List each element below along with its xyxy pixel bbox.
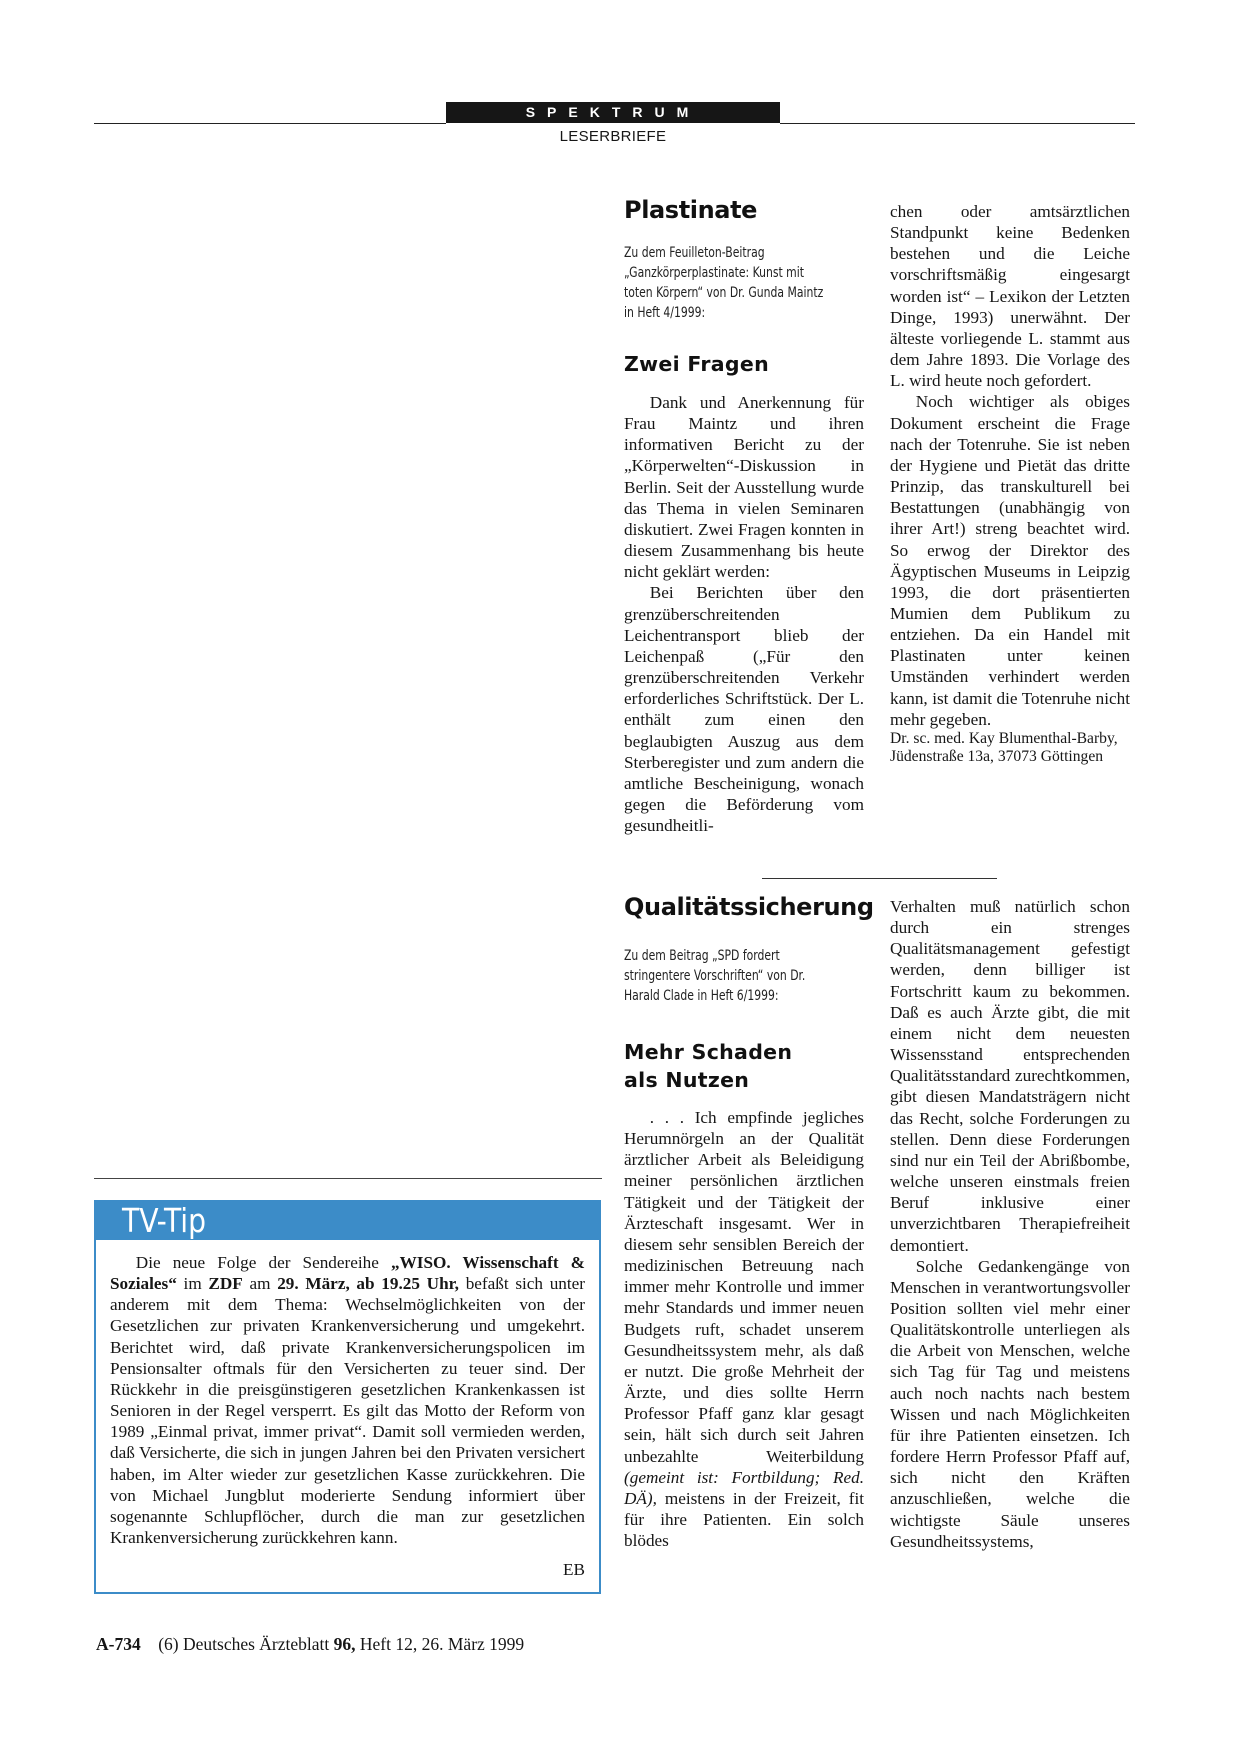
header-rule-left bbox=[94, 123, 446, 124]
show-name: „WISO. Wissenschaft & Soziales“ bbox=[110, 1253, 585, 1294]
article1-column-1 bbox=[624, 392, 864, 836]
article2-column-2 bbox=[890, 896, 1130, 1552]
body-text: befaßt sich unter anderem mit dem Thema: Wechselmöglichkeiten von der Gesetzlichen zur privaten Krankenversicherung und umgekehrt. Berichtet wird, daß private Krankenversicherungspolicen im Pensionsalter oftmals für den Versicherten zu teuer sind. Der Rückkehr in die preisgünstigeren gesetzlichen Krankenkassen ist Senioren in der Regel versperrt. Es gilt das Motto der Reform von 1989 „Einmal privat, immer privat“. Damit soll vermieden werden, daß Versicherte, die sich in jungen Jahren bei den Privaten versichert haben, im Alter wieder zur gesetzlichen Kasse zurückkehren. Die von Michael Jungblut moderierte Sendung informiert über sogenannte Schlupflöcher, durch die man zur gesetzlichen Krankenversicherung zurückkehren kann. bbox=[110, 1274, 586, 1548]
section-label: SPEKTRUM bbox=[446, 102, 780, 123]
tv-tip-title: TV-Tip bbox=[122, 1201, 206, 1240]
channel: ZDF bbox=[208, 1274, 243, 1294]
subtitle-line: Mehr Schaden bbox=[624, 1040, 793, 1064]
article-title-plastinate: Plastinate bbox=[624, 196, 758, 224]
tv-tip-header bbox=[96, 1202, 599, 1240]
volume-number: 96, bbox=[333, 1634, 356, 1654]
header-rule-right bbox=[780, 123, 1135, 124]
body-text: Die neue Folge der Sendereihe bbox=[135, 1253, 379, 1272]
article-title-qualitaetssicherung: Qualitätssicherung bbox=[624, 893, 874, 921]
tv-tip-signature: EB bbox=[563, 1560, 585, 1579]
paragraph: Solche Gedankengänge von Menschen in verantwortungsvoller Position sollten viel mehr einer Qualitätskontrolle unterliegen als die Arbeit von Menschen, welche sich Tag für Tag und meistens auch noch nachts nach bestem Wissen und nach Möglichkeiten für ihre Patienten einsetzen. Ich fordere Herrn Professor Pfaff auf, sich nicht den Kräften anzuschließen, welche die wichtigste Säule unseres Gesundheitssystems, bbox=[890, 1256, 1130, 1551]
paragraph bbox=[624, 1107, 864, 1551]
tv-tip-text bbox=[110, 1252, 585, 1548]
issue-prefix: (6) Deutsches Ärzteblatt bbox=[158, 1634, 330, 1654]
letter-subtitle: Zwei Fragen bbox=[624, 352, 769, 376]
paragraph: Bei Berichten über den grenzüberschreitenden Leichentransport blieb der Leichenpaß („Für den grenzüberschreitenden Verkehr erforderliches Schriftstück. Der L. enthält zum einen den beglaubigten Auszug aus dem Sterberegister und zum andern die amtliche Bescheinigung, wonach gegen die Beförderung vom gesundheitli- bbox=[624, 583, 864, 836]
page-footer bbox=[96, 1634, 524, 1655]
subtitle-line: als Nutzen bbox=[624, 1068, 750, 1092]
article-divider bbox=[762, 878, 997, 879]
broadcast-date: 29. März, ab 19.25 Uhr, bbox=[277, 1274, 459, 1294]
subsection-label: LESERBRIEFE bbox=[559, 128, 667, 145]
article2-column-1 bbox=[624, 1107, 864, 1551]
paragraph: chen oder amtsärztlichen Standpunkt keine Bedenken bestehen und die Leiche vorschriftsmäßig eingesargt worden ist“ – Lexikon der Letzten Dinge, 1993) unerwähnt. Der älteste vorliegende L. stammt aus dem Jahre 1893. Die Vorlage des L. wird heute noch gefordert. bbox=[890, 202, 1130, 391]
article-reference: Zu dem Feuilleton-Beitrag „Ganzkörperplastinate: Kunst mit toten Körpern“ von Dr. Gunda Maintz in Heft 4/1999: bbox=[624, 245, 824, 321]
body-text: . . . Ich empfinde jegliches Herumnörgeln an der Qualität ärztlicher Arbeit als Beleidigung meiner persönlichen ärztlichen Tätigkeit und der Tätigkeit der Ärzteschaft insgesamt. Wer in diesem sehr sensiblen Bereich der medizinischen Betreuung nach immer mehr Kontrolle und immer mehr Standards und immer neuen Budgets ruft, schadet unserem Gesundheitssystem mehr, als daß er nutzt. Die große Mehrheit der Ärzte, und dies sollte Herrn Professor Pfaff ganz klar gesagt sein, hält sich durch seit Jahren unbezahlte Weiterbildung bbox=[624, 1108, 864, 1466]
tv-tip-box bbox=[94, 1200, 601, 1594]
paragraph: Dank und Anerkennung für Frau Maintz und ihren informativen Bericht zu der „Körperwelten“-Diskussion in Berlin. Seit der Ausstellung wurde das Thema in vielen Seminaren diskutiert. Zwei Fragen konnten in diesem Zusammenhang bis heute nicht geklärt werden: bbox=[624, 393, 864, 582]
letter-subtitle bbox=[624, 1038, 792, 1094]
issue-info: Heft 12, 26. März 1999 bbox=[359, 1634, 525, 1654]
page-number: A-734 bbox=[96, 1634, 141, 1654]
letter-signature: Dr. sc. med. Kay Blumenthal-Barby, Jüdenstraße 13a, 37073 Göttingen bbox=[890, 729, 1118, 766]
tv-tip-rule bbox=[94, 1178, 602, 1179]
paragraph: Noch wichtiger als obiges Dokument erscheint die Frage nach der Totenruhe. Sie ist neben der Hygiene und Pietät das dritte Prinzip, das transkulturell bei Bestattungen (unabhängig von ihrer Art!) streng beachtet wird. So erwog der Direktor des Ägyptischen Museums in Leipzig 1993, die dort präsentierten Mumien dem Publikum zu entziehen. Da ein Handel mit Plastinaten unter keinen Umständen verhindert werden kann, ist damit die Totenruhe nicht mehr gegeben. bbox=[890, 392, 1130, 729]
editorial-note: (gemeint ist: Fortbildung; Red. DÄ), bbox=[624, 1467, 864, 1508]
paragraph: Verhalten muß natürlich schon durch ein strenges Qualitätsmanagement gefestigt werden, denn billiger ist Fortschritt kaum zu bekommen. Daß es auch Ärzte gibt, die mit einem nicht dem neuesten Wissensstand entsprechenden Qualitätsstandard zurechtkommen, gibt diesen Mandatsträgern nicht das Recht, solche Forderungen zu stellen. Denn diese Forderungen sind nur ein Teil der Abrißbombe, welche unseren einstmals freien Beruf inklusive einer unverzichtbaren Therapiefreiheit demontiert. bbox=[890, 897, 1130, 1255]
body-text: im bbox=[183, 1274, 202, 1294]
article-reference: Zu dem Beitrag „SPD fordert stringentere Vorschriften“ von Dr. Harald Clade in Heft 6/1999: bbox=[624, 948, 806, 1004]
article1-column-2 bbox=[890, 201, 1130, 767]
body-text: meistens in der Freizeit, fit für ihre Patienten. Ein solch blödes bbox=[624, 1488, 864, 1551]
body-text: am bbox=[249, 1274, 271, 1294]
